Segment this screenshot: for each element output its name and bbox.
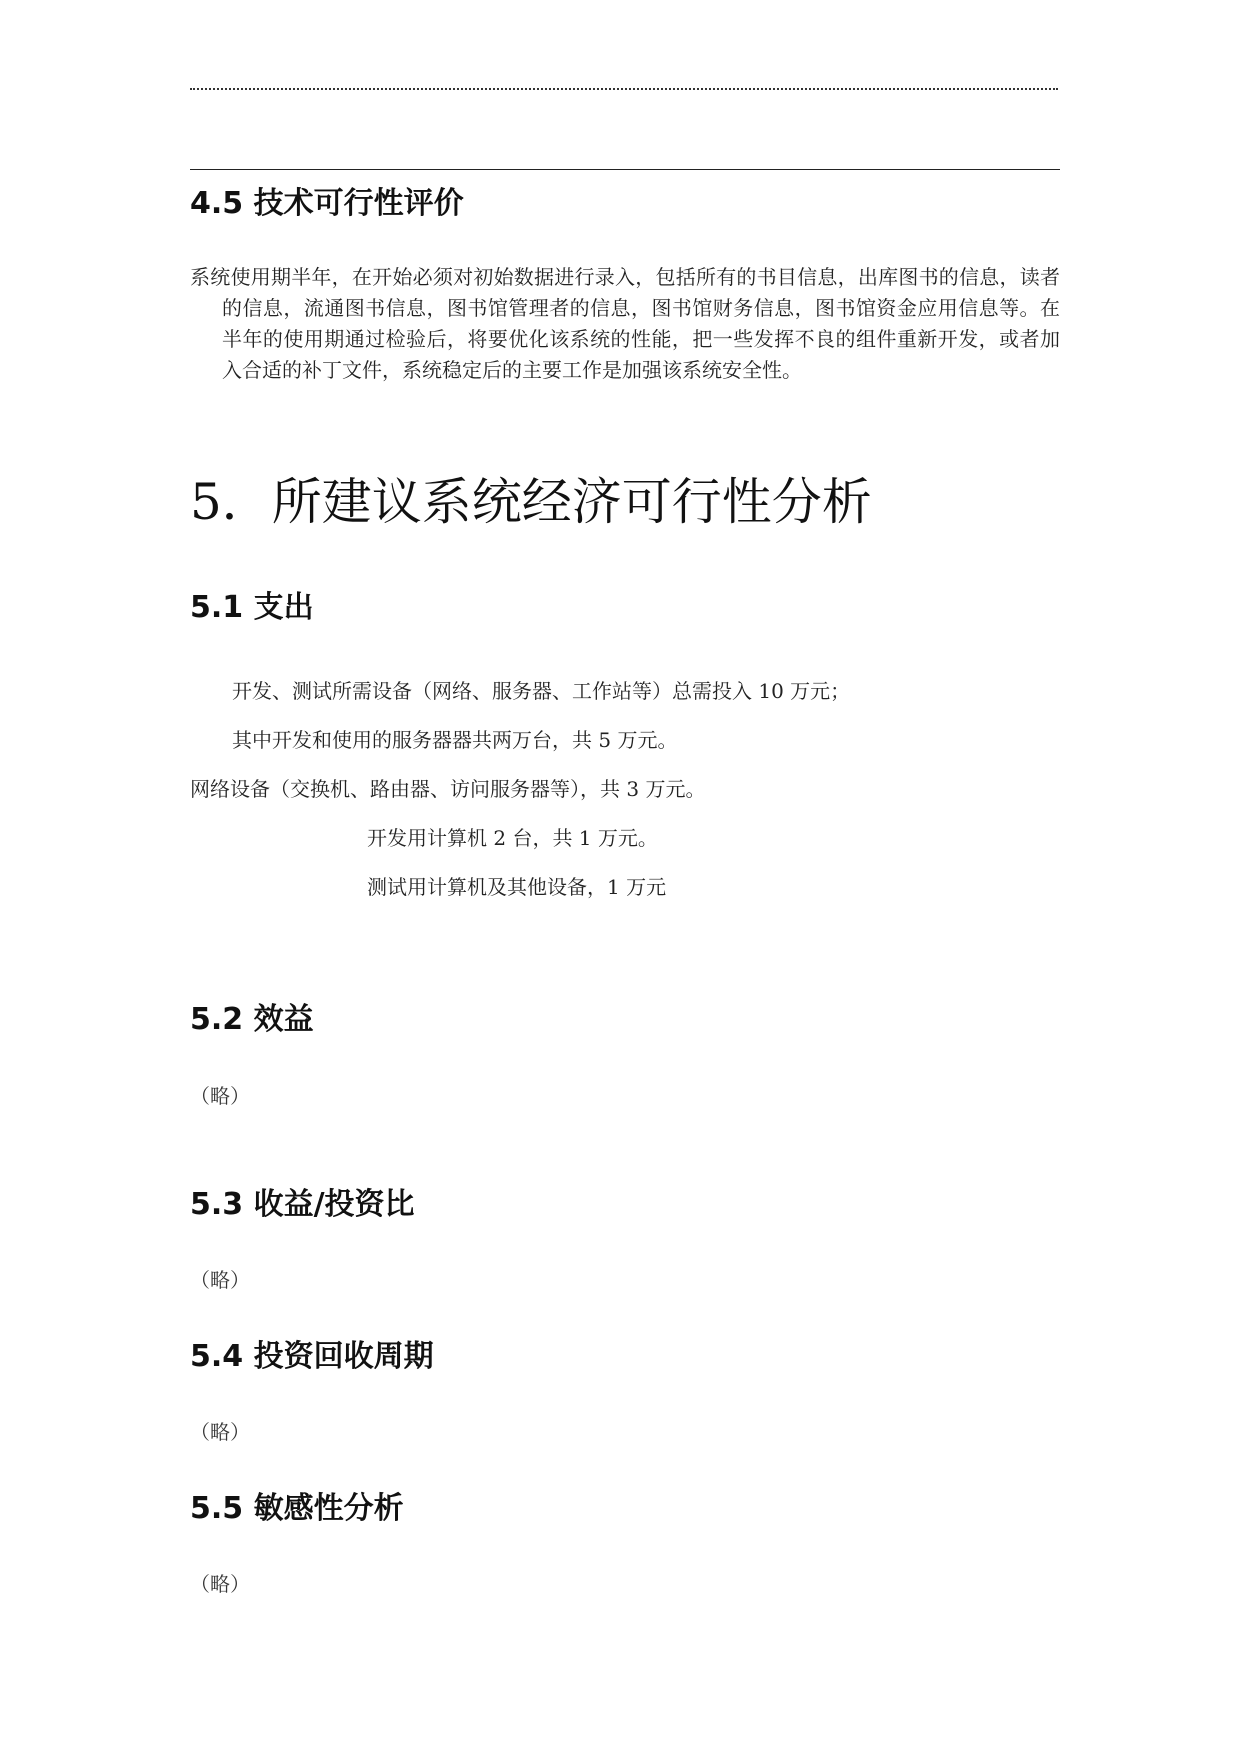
section-heading-5-5: 5.5 敏感性分析 [190,1491,404,1526]
section-5-5-omitted: （略） [190,1572,250,1596]
section-heading-4-5: 4.5 技术可行性评价 [190,186,464,221]
expense-line-total: 开发、测试所需设备（网络、服务器、工作站等）总需投入 10 万元； [232,679,851,703]
section-heading-5-1: 5.1 支出 [190,590,314,625]
expense-line-dev-computers: 开发用计算机 2 台，共 1 万元。 [367,826,658,850]
section-heading-5-4: 5.4 投资回收周期 [190,1339,434,1374]
section-heading-5-3: 5.3 收益/投资比 [190,1187,415,1222]
expense-line-servers: 其中开发和使用的服务器器共两万台，共 5 万元。 [232,728,678,752]
expense-line-network: 网络设备（交换机、路由器、访问服务器等），共 3 万元。 [190,777,706,801]
header-rule [190,169,1060,170]
section-heading-5-2: 5.2 效益 [190,1002,314,1037]
expense-line-test-equipment: 测试用计算机及其他设备，1 万元 [367,875,667,899]
chapter-heading-5: 5．所建议系统经济可行性分析 [190,473,872,531]
section-4-5-paragraph: 系统使用期半年，在开始必须对初始数据进行录入，包括所有的书目信息，出库图书的信息，读者的信息，流通图书信息，图书馆管理者的信息，图书馆财务信息，图书馆资金应用信息等。在半年的使用期通过检验后，将要优化该系统的性能，把一些发挥不良的组件重新开发，或者加入合适的补丁文件，系统稳定后的主要工作是加强该系统安全性。 [190,265,1060,382]
section-5-2-omitted: （略） [190,1084,250,1108]
section-5-4-omitted: （略） [190,1420,250,1444]
section-5-3-omitted: （略） [190,1268,250,1292]
header-dotted-rule [190,88,1058,90]
